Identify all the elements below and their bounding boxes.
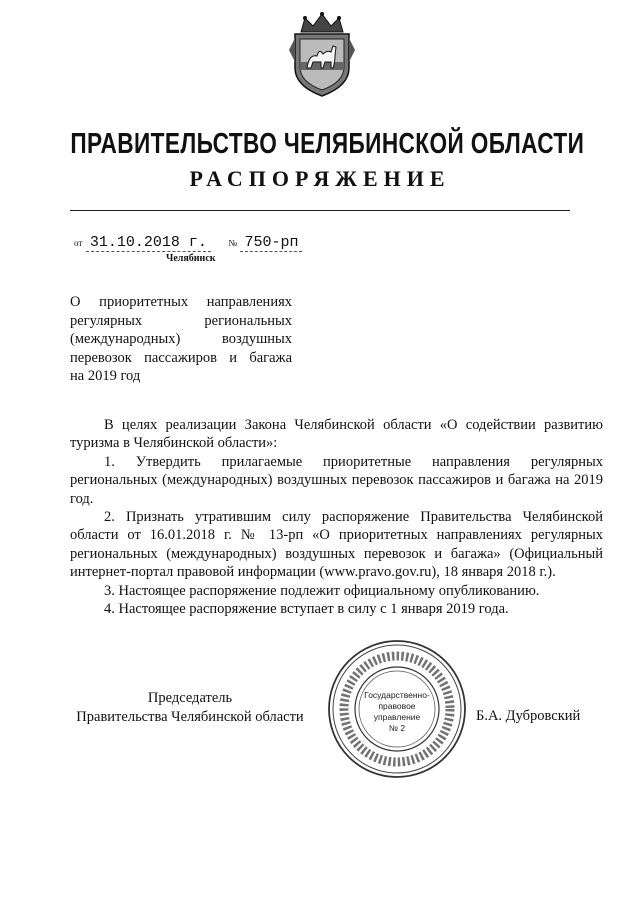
- subject-line: регулярных региональных: [70, 312, 292, 329]
- signatory-name: Б.А. Дубровский: [476, 708, 581, 724]
- document-date-number: [74, 234, 302, 252]
- date-prefix: от: [74, 238, 83, 248]
- document-city: Челябинск: [166, 253, 216, 264]
- government-title: ПРАВИТЕЛЬСТВО ЧЕЛЯБИНСКОЙ ОБЛАСТИ: [70, 128, 585, 160]
- stamp-center-line: правовое: [378, 701, 416, 711]
- document-date: 31.10.2018 г.: [86, 234, 211, 252]
- coat-of-arms-emblem: [287, 10, 357, 98]
- number-sign: №: [228, 238, 237, 248]
- subject-line: на 2019 год: [70, 368, 141, 384]
- document-number: 750-рп: [240, 234, 302, 252]
- stamp-center-line: управление: [373, 712, 421, 722]
- signatory-title: [70, 689, 310, 727]
- official-stamp: [326, 638, 468, 780]
- document-subject: [70, 293, 292, 386]
- body-paragraph: 1. Утвердить прилагаемые приоритетные направления регулярных региональных (международных) воздушных перевозок пассажиров и багажа на 2019 год.: [70, 453, 603, 507]
- document-type-title: РАСПОРЯЖЕНИЕ: [189, 166, 451, 191]
- stamp-center-line: Государственно-: [364, 690, 430, 700]
- signatory-title-line: Председатель: [147, 690, 233, 706]
- subject-line: О приоритетных направлениях: [70, 294, 292, 310]
- body-paragraph: В целях реализации Закона Челябинской области «О содействии развитию туризма в Челябинской области»:: [70, 417, 603, 452]
- header-divider: [70, 210, 570, 211]
- body-paragraph: 2. Признать утратившим силу распоряжение Правительства Челябинской области от 16.01.2018 г. № 13-рп «О приоритетных направлениях регулярных региональных (международных) воздушных перевозок и багажа» (Официальный интернет-портал правовой информации (www.pravo.gov.ru), 18 января 2018 г.).: [70, 509, 603, 581]
- signatory-title-line: Правительства Челябинской области: [76, 709, 304, 725]
- stamp-center-line: № 2: [388, 723, 406, 733]
- body-paragraph: 4. Настоящее распоряжение вступает в силу с 1 января 2019 года.: [104, 601, 509, 618]
- document-body: [70, 416, 603, 618]
- subject-line: (международных) воздушных: [70, 331, 292, 347]
- body-paragraph: 3. Настоящее распоряжение подлежит официальному опубликованию.: [104, 582, 540, 599]
- subject-line: перевозок пассажиров и багажа: [70, 349, 292, 366]
